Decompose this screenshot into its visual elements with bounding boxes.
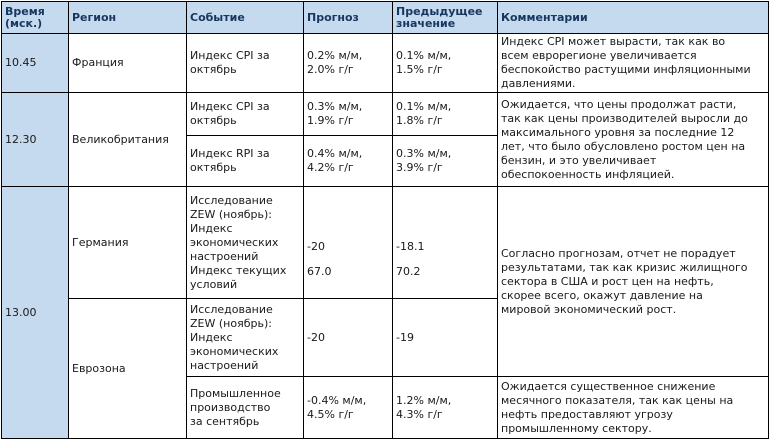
header-previous: Предыдущее значение — [393, 2, 498, 34]
region-cell: Великобритания — [69, 93, 187, 187]
event-cell: Индекс RPI за октябрь — [187, 136, 304, 187]
header-forecast: Прогноз — [304, 2, 393, 34]
header-row — [2, 2, 769, 34]
forecast-cell: -0.4% м/м, 4.5% г/г — [304, 377, 393, 439]
forecast-cell: -20 67.0 — [304, 187, 393, 299]
header-time: Время (мск.) — [2, 2, 69, 34]
header-event: Событие — [187, 2, 304, 34]
economic-calendar-table — [1, 1, 769, 439]
previous-cell: 0.3% м/м, 3.9% г/г — [393, 136, 498, 187]
region-cell: Германия — [69, 187, 187, 299]
region-cell: Еврозона — [69, 299, 187, 439]
header-region: Регион — [69, 2, 187, 34]
comment-cell: Согласно прогнозам, отчет не порадует результатами, так как кризис жилищного сектора в США и рост цен на нефть, скорее всего, окажут давление на мировой экономический рост. — [498, 187, 769, 377]
event-cell: Индекс CPI за октябрь — [187, 93, 304, 136]
forecast-cell: 0.2% м/м, 2.0% г/г — [304, 34, 393, 93]
comment-cell: Ожидается существенное снижение месячного показателя, так как цены на нефть предоставляют угрозу промышленному сектору. — [498, 377, 769, 439]
previous-cell: 0.1% м/м, 1.5% г/г — [393, 34, 498, 93]
forecast-cell: 0.3% м/м, 1.9% г/г — [304, 93, 393, 136]
forecast-cell: 0.4% м/м, 4.2% г/г — [304, 136, 393, 187]
event-cell: Исследование ZEW (ноябрь): Индекс экономических настроений — [187, 299, 304, 377]
previous-cell: 0.1% м/м, 1.8% г/г — [393, 93, 498, 136]
region-cell: Франция — [69, 34, 187, 93]
event-cell: Индекс CPI за октябрь — [187, 34, 304, 93]
previous-cell: -19 — [393, 299, 498, 377]
header-comment: Комментарии — [498, 2, 769, 34]
previous-cell: -18.1 70.2 — [393, 187, 498, 299]
time-cell: 13.00 — [2, 187, 69, 439]
comment-cell: Индекс CPI может вырасти, так как во всем еврорегионе увеличивается беспокойство растущими инфляционными давлениями. — [498, 34, 769, 93]
time-cell: 12.30 — [2, 93, 69, 187]
previous-cell: 1.2% м/м, 4.3% г/г — [393, 377, 498, 439]
event-cell: Исследование ZEW (ноябрь): Индекс экономических настроений Индекс текущих условий — [187, 187, 304, 299]
table-row — [2, 34, 769, 93]
table-row — [2, 93, 769, 136]
comment-cell: Ожидается, что цены продолжат расти, так как цены производителей выросли до максимального уровня за последние 12 лет, что было обусловлено ростом цен на бензин, и это увеличивает обеспокоенность инфляцией. — [498, 93, 769, 187]
event-cell: Промышленное производство за сентябрь — [187, 377, 304, 439]
forecast-cell: -20 — [304, 299, 393, 377]
table-row — [2, 187, 769, 299]
time-cell: 10.45 — [2, 34, 69, 93]
